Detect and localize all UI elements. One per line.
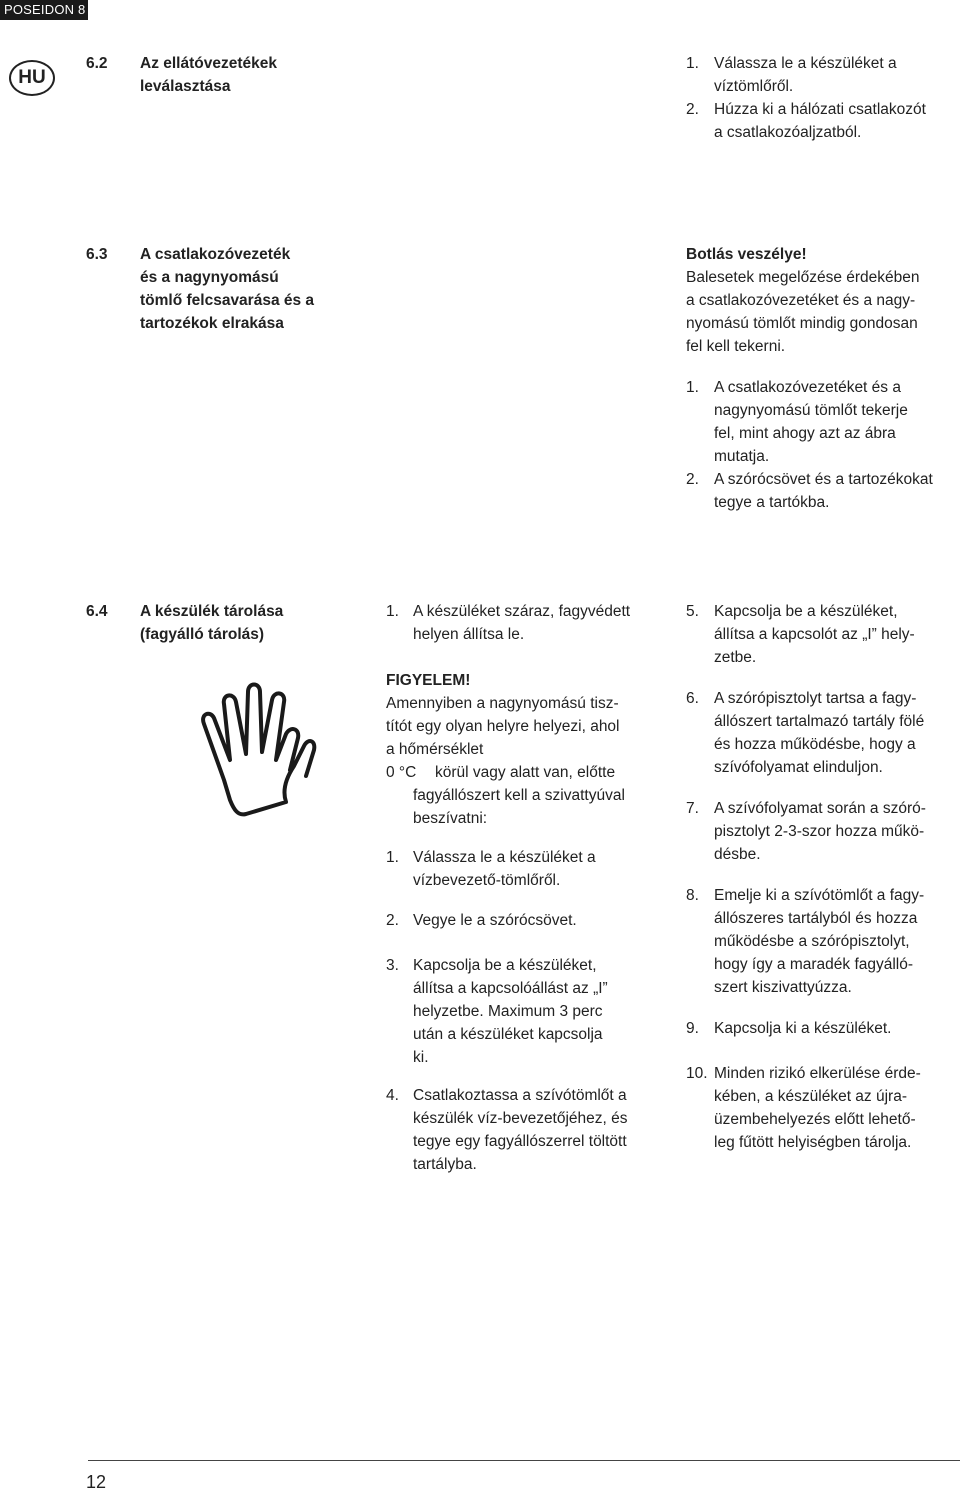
step-number: 9.: [686, 1020, 699, 1037]
notice-continuation: [386, 761, 664, 830]
text-line: Csatlakoztassa a szívótömlőt a: [413, 1087, 627, 1104]
text-line: mutatja.: [714, 448, 770, 465]
text-line: és hozza működésbe, hogy a: [714, 736, 916, 753]
section-6-4-number: 6.4: [86, 603, 108, 620]
text-line: állószeres tartályból és hozza: [714, 910, 918, 927]
step-text: [413, 600, 630, 646]
text-line: helyzetbe. Maximum 3 perc: [413, 1003, 603, 1020]
text-line: ki.: [413, 1049, 429, 1066]
text-line: vízbevezető-tömlőről.: [413, 872, 561, 889]
text-line: víztömlőről.: [714, 78, 794, 95]
footer-divider: [88, 1460, 960, 1461]
text-line: Húzza ki a hálózati csatlakozót: [714, 101, 926, 118]
list-item: [686, 797, 960, 866]
document-title: POSEIDON 8: [4, 2, 86, 17]
text-line: fel kell tekerni.: [686, 338, 786, 355]
text-line: állítsa a kapcsolóállást az „I”: [413, 980, 608, 997]
section-6-3-title: [140, 243, 400, 335]
text-line: A csatlakozóvezetéket és a: [714, 379, 901, 396]
title-line: A készülék tárolása: [140, 603, 284, 620]
step-number: 1.: [386, 849, 399, 866]
text-line: títót egy olyan helyre helyezi, ahol: [386, 718, 620, 735]
step-text: [413, 846, 596, 892]
text-line: tartályba.: [413, 1156, 477, 1173]
notice-text: [413, 761, 625, 830]
temperature-value: 0 °C: [386, 764, 417, 781]
section-6-3-number: 6.3: [86, 246, 108, 263]
list-item: [686, 600, 960, 669]
text-line: Válassza le a készüléket a: [714, 55, 897, 72]
list-item: [686, 884, 960, 999]
list-item: [386, 1084, 664, 1176]
list-item: [386, 909, 664, 932]
warning-title: Botlás veszélye!: [686, 246, 807, 263]
step-number: 2.: [686, 101, 699, 118]
text-line: Emelje ki a szívótömlőt a fagy-: [714, 887, 925, 904]
text-line: nyomású tömlőt mindig gondosan: [686, 315, 918, 332]
text-line: hogy így a maradék fagyálló-: [714, 956, 914, 973]
step-number: 1.: [386, 603, 399, 620]
list-item: [686, 687, 960, 779]
step-text: [714, 687, 924, 779]
text-line: Minden rizikó elkerülése érde-: [714, 1065, 921, 1082]
step-text: [714, 52, 897, 98]
text-line: A szívófolyamat során a szóró-: [714, 800, 926, 817]
step-text: [714, 1062, 921, 1154]
list-item: [686, 52, 960, 98]
text-line: kében, a készüléket az újra-: [714, 1088, 907, 1105]
text-line: pisztolyt 2-3-szor hozza műkö-: [714, 823, 925, 840]
title-line: tartozékok elrakása: [140, 315, 284, 332]
text-line: Kapcsolja be a készüléket,: [714, 603, 898, 620]
list-item: [386, 600, 664, 646]
text-line: állószert tartalmazó tartály fölé: [714, 713, 925, 730]
text-line: A szórópisztolyt tartsa a fagy-: [714, 690, 917, 707]
step-text: [413, 954, 608, 1069]
language-badge: HU: [9, 60, 55, 96]
step-number: 3.: [386, 957, 399, 974]
text-line: Vegye le a szórócsövet.: [413, 912, 577, 929]
title-line: (fagyálló tárolás): [140, 626, 265, 643]
step-text: [714, 376, 908, 468]
step-text: [714, 98, 926, 144]
text-line: A készüléket száraz, fagyvédett: [413, 603, 631, 620]
text-line: Kapcsolja be a készüléket,: [413, 957, 597, 974]
title-line: Az ellátóvezetékek: [140, 55, 277, 72]
title-line: és a nagynyomású: [140, 269, 279, 286]
text-line: zetbe.: [714, 649, 757, 666]
text-line: után a készüléket kapcsolja: [413, 1026, 603, 1043]
step-number: 2.: [386, 912, 399, 929]
notice-title: FIGYELEM!: [386, 672, 471, 689]
text-line: leg fűtött helyiségben tárolja.: [714, 1134, 912, 1151]
step-number: 6.: [686, 690, 699, 707]
warning-text: [686, 266, 960, 358]
text-line: Kapcsolja ki a készüléket.: [714, 1020, 892, 1037]
list-item: [386, 846, 664, 892]
text-line: Amennyiben a nagynyomású tisz-: [386, 695, 619, 712]
hand-stop-icon: [190, 676, 320, 821]
text-line: désbe.: [714, 846, 761, 863]
text-line: a hőmérséklet: [386, 741, 484, 758]
text-line: állítsa a kapcsolót az „I” hely-: [714, 626, 915, 643]
section-6-2-number: 6.2: [86, 55, 108, 72]
text-line: a csatlakozóaljzatból.: [714, 124, 862, 141]
list-item: [686, 1017, 960, 1040]
text-line: üzembehelyezés előtt lehető-: [714, 1111, 916, 1128]
title-line: A csatlakozóvezeték: [140, 246, 291, 263]
list-item: [686, 1062, 960, 1154]
text-line: tegye egy fagyállószerrel töltött: [413, 1133, 627, 1150]
text-line: helyen állítsa le.: [413, 626, 525, 643]
step-number: 1.: [686, 55, 699, 72]
list-item: [686, 468, 960, 514]
text-line: készülék víz-bevezetőjéhez, és: [413, 1110, 628, 1127]
text-line: Balesetek megelőzése érdekében: [686, 269, 920, 286]
list-item: [386, 954, 664, 1069]
text-line: tegye a tartókba.: [714, 494, 830, 511]
step-number: 7.: [686, 800, 699, 817]
title-line: leválasztása: [140, 78, 231, 95]
step-text: [714, 1017, 891, 1040]
step-number: 5.: [686, 603, 699, 620]
step-number: 8.: [686, 887, 699, 904]
text-line: A szórócsövet és a tartozékokat: [714, 471, 933, 488]
text-line: szívófolyamat elinduljon.: [714, 759, 883, 776]
text-line: körül vagy alatt van, előtte: [435, 764, 616, 781]
text-line: beszívatni:: [413, 810, 488, 827]
step-number: 1.: [686, 379, 699, 396]
step-text: [714, 797, 926, 866]
step-text: [714, 468, 933, 514]
step-number: 2.: [686, 471, 699, 488]
list-item: [686, 376, 960, 468]
text-line: fel, mint ahogy azt az ábra: [714, 425, 896, 442]
text-line: Válassza le a készüléket a: [413, 849, 596, 866]
text-line: nagynyomású tömlőt tekerje: [714, 402, 908, 419]
text-line: szert kiszivattyúzza.: [714, 979, 852, 996]
list-item: [686, 98, 960, 144]
step-text: [413, 1084, 628, 1176]
title-line: tömlő felcsavarása és a: [140, 292, 315, 309]
text-line: fagyállószert kell a szivattyúval: [413, 787, 625, 804]
page-number: 12: [86, 1472, 107, 1492]
step-number: 10.: [686, 1065, 708, 1082]
notice-text: [386, 692, 664, 761]
step-number: 4.: [386, 1087, 399, 1104]
step-text: [714, 600, 915, 669]
text-line: a csatlakozóvezetéket és a nagy-: [686, 292, 916, 309]
section-6-2-title: [140, 52, 380, 98]
section-6-4-title: [140, 600, 380, 646]
step-text: [413, 909, 577, 932]
step-text: [714, 884, 924, 999]
text-line: működésbe a szórópisztolyt,: [714, 933, 910, 950]
